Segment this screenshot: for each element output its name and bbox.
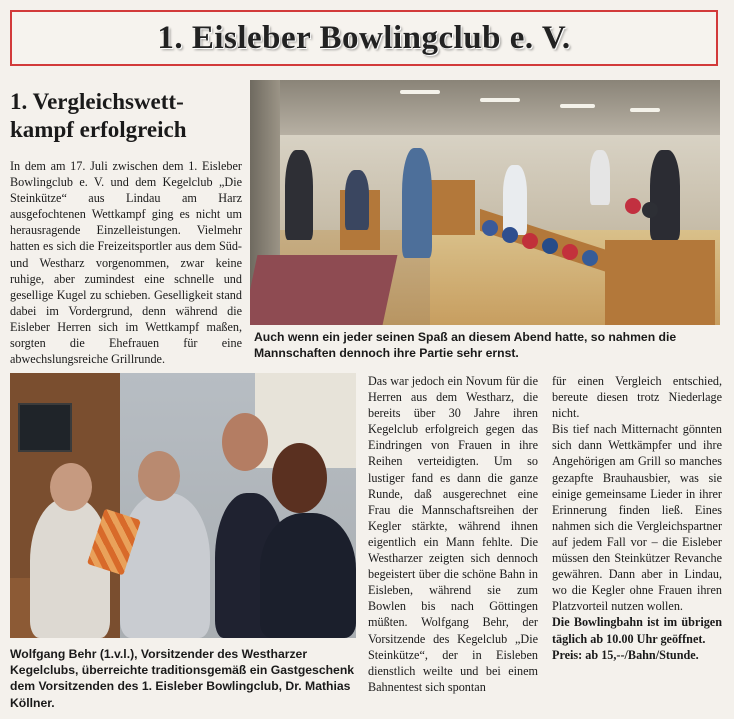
- article-headline: 1. Vergleichswett-kampf erfolgreich: [10, 89, 187, 142]
- lane-divider: [605, 240, 715, 325]
- column2-paragraph: Das war jedoch ein Novum für die Herren aus dem Westharz, die bereits über 30 Jahre ihren Kegelclub erfolgreich gegen das Eindringen von Frauen in ihre Reihen verteidigten. Um so lustiger fand es dann die ganze Runde, daß ausgerechnet eine Frau die Mannschaftsreihen der Kegler stärkte, während ihnen eigentlich ein Mann fehlte. Die Westharzer zeigten sich dennoch begeistert über die schöne Bahn in Eisleben, während sie zum Bowlen bis nach Göttingen müßten. Wolfgang Behr, der Vorsitzende des Kegelclub „Die Steinkütze“, der in Eisleben dienstlich weilte und bei einem Bahnentest sich spontan: [368, 374, 538, 694]
- photo2-caption: Wolfgang Behr (1.v.l.), Vorsitzender des Westharzer Kegelclubs, überreichte traditionsgemäß ein Gastgeschenk dem Vorsitzenden des 1. Eisleber Bowlingclub, Dr. Mathias Köllner.: [10, 647, 355, 710]
- seat-bench: [430, 180, 475, 235]
- masthead-title: 1. Eisleber Bowlingclub e. V.: [157, 19, 571, 56]
- intro-paragraph: In dem am 17. Juli zwischen dem 1. Eisleber Bowlingclub e. V. und dem Kegelclub „Die Steinkütze“ aus Lindau am Harz ausgefochtenen Wettkampf ging es nicht um herausragende Einzelleistungen. Vielmehr hatten es sich die Freizeitsportler aus dem Süd- und Westharz vorgenommen, zwar keine ruhige, aber zumindest eine schnelle und gesellige Kugel zu schieben. Geselligkeit stand dabei im Vordergrund, denn während die Eisleber Herren sich im Wettkampf maßen, sorgten die Ehefrauen für eine abwechslungsreiche Grillrunde.: [10, 159, 242, 367]
- ceiling-light: [480, 98, 520, 102]
- bowling-alley-photo: [250, 80, 720, 325]
- bowling-ball: [562, 244, 578, 260]
- person-head: [272, 443, 327, 513]
- bowling-ball: [542, 238, 558, 254]
- person-figure: [260, 513, 356, 638]
- photo1-caption: Auch wenn ein jeder seinen Spaß an diesem Abend hatte, so nahmen die Mannschaften dennoch ihre Partie sehr ernst.: [254, 330, 677, 361]
- article-intro: [10, 158, 242, 367]
- bowling-ball: [642, 202, 658, 218]
- bowling-ball: [482, 220, 498, 236]
- masthead: [10, 10, 718, 66]
- article-column-2: [368, 373, 538, 695]
- column3-paragraph: für einen Vergleich entschied, bereute diesen trotz Niederlage nicht.: [552, 374, 722, 421]
- price-note: Preis: ab 15,--/Bahn/Stunde.: [552, 647, 699, 662]
- bowler-figure: [285, 150, 313, 240]
- column3-paragraph-2: Bis tief nach Mitternacht gönnten sich dann Wettkämpfer und ihre Angehörigen am Grill so manches gezapfte Brauhausbier, was sie einige gemeinsame Lieder in ihrer Erinnerung finden ließ. Eines nahmen sich die Vergleichspartner auf jedem Fall vor – die Eisleber müssen den Steinkützer Revanche gewähren. Dann aber in Lindau, wo die Kegler ohne Frauen ihren Platzvorteil nutzen wollen.: [552, 422, 722, 614]
- seated-player-figure: [345, 170, 369, 230]
- player-figure: [503, 165, 527, 235]
- ceiling-light: [400, 90, 440, 94]
- person-head: [222, 413, 268, 471]
- photo-carpet: [250, 255, 397, 325]
- article-column-3: [552, 373, 722, 663]
- person-figure: [30, 498, 110, 638]
- person-head: [50, 463, 92, 511]
- bowling-ball: [522, 233, 538, 249]
- person-figure: [120, 493, 210, 638]
- monitor-screen: [18, 403, 72, 452]
- person-head: [138, 451, 180, 501]
- bowler-figure: [650, 150, 680, 240]
- bowler-figure: [402, 148, 432, 258]
- ceiling-light: [630, 108, 660, 112]
- player-figure: [590, 150, 610, 205]
- gift-presentation-photo: [10, 373, 356, 638]
- bowling-ball: [502, 227, 518, 243]
- opening-hours-note: Die Bowlingbahn ist im übrigen täglich ab 10.00 Uhr geöffnet.: [552, 615, 722, 646]
- bowling-ball: [582, 250, 598, 266]
- bowling-ball: [625, 198, 641, 214]
- ceiling-light: [560, 104, 595, 108]
